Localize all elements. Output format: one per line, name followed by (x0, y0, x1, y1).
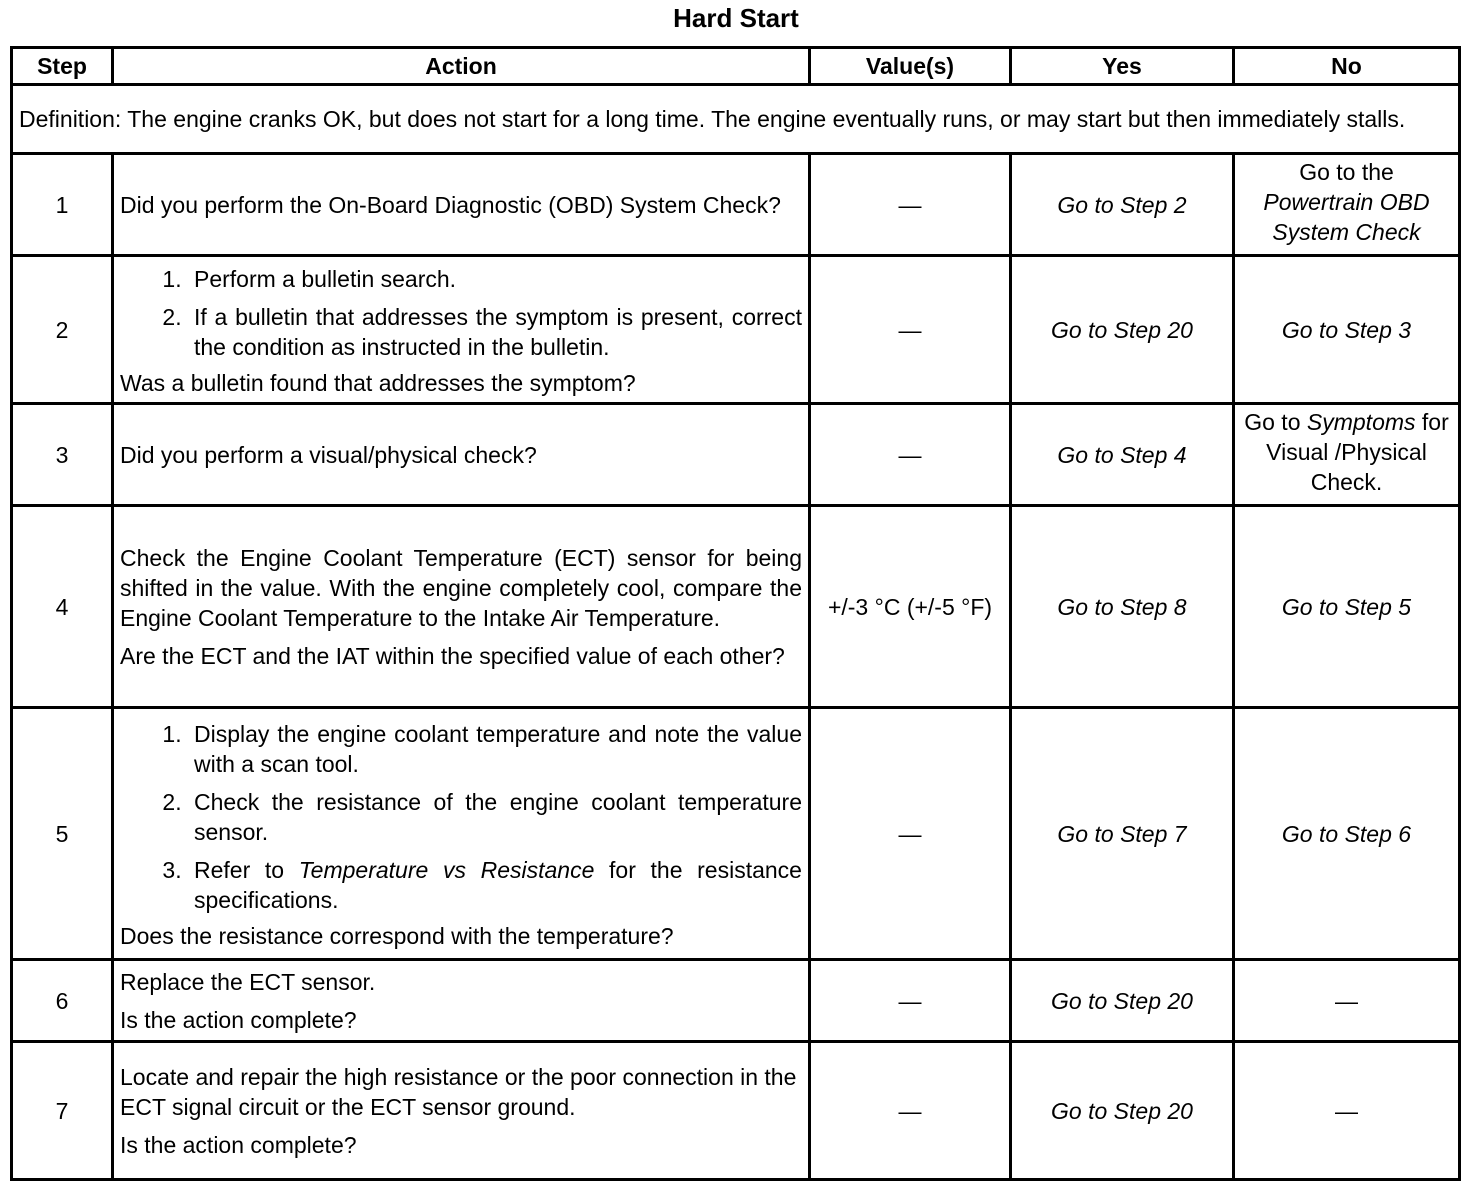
action-question: Is the action complete? (120, 1006, 357, 1033)
yes-link[interactable]: Go to Step 20 (1011, 1042, 1234, 1180)
value-cell: +/-3 °C (+/-5 °F) (810, 506, 1011, 708)
no-cell[interactable] (1234, 404, 1460, 506)
yes-link[interactable]: Go to Step 20 (1011, 960, 1234, 1042)
diagnostic-table (10, 46, 1461, 1181)
table-row (12, 404, 1460, 506)
action-cell (113, 1042, 810, 1180)
table-row (12, 154, 1460, 256)
value-cell: — (810, 404, 1011, 506)
action-question: Was a bulletin found that addresses the symptom? (120, 369, 636, 396)
no-cell: — (1234, 1042, 1460, 1180)
table-row (12, 256, 1460, 404)
step-number: 3 (12, 404, 113, 506)
no-text: for Visual /Physical Check. (1266, 409, 1449, 495)
no-cell[interactable] (1234, 154, 1460, 256)
no-cell: — (1234, 960, 1460, 1042)
action-cell (113, 960, 810, 1042)
table-row (12, 960, 1460, 1042)
value-cell: — (810, 154, 1011, 256)
action-step: 2. Check the resistance of the engine coolant temperature sensor. (188, 787, 802, 847)
header-values: Value(s) (810, 48, 1011, 85)
table-row (12, 708, 1460, 960)
no-link[interactable]: Go to Step 6 (1234, 708, 1460, 960)
definition-row (12, 85, 1460, 154)
action-step: 2. If a bulletin that addresses the symptom is present, correct the condition as instructed in the bulletin. (188, 302, 802, 362)
yes-link[interactable]: Go to Step 8 (1011, 506, 1234, 708)
yes-link[interactable]: Go to Step 7 (1011, 708, 1234, 960)
action-question: Does the resistance correspond with the temperature? (120, 922, 674, 949)
action-step: 1. Display the engine coolant temperature and note the value with a scan tool. (188, 719, 802, 779)
yes-link[interactable]: Go to Step 4 (1011, 404, 1234, 506)
reference-link[interactable]: Temperature vs Resistance (298, 856, 595, 883)
no-link[interactable]: Powertrain OBD System Check (1263, 189, 1430, 245)
action-steps (120, 264, 802, 362)
header-yes: Yes (1011, 48, 1234, 85)
action-cell (113, 154, 810, 256)
action-text: Check the Engine Coolant Temperature (ECT) sensor for being shifted in the value. With the engine completely cool, compare the Engine Coolant Temperature to the Intake Air Temperature. (120, 544, 802, 631)
step-text: Refer to (194, 856, 285, 883)
step-number: 1 (12, 154, 113, 256)
header-step: Step (12, 48, 113, 85)
no-link[interactable]: Go to Step 5 (1234, 506, 1460, 708)
step-number: 7 (12, 1042, 113, 1180)
action-step (188, 855, 802, 915)
value-cell: — (810, 708, 1011, 960)
no-text: Go to (1244, 409, 1301, 435)
page-title: Hard Start (673, 3, 799, 33)
step-number: 5 (12, 708, 113, 960)
table-row (12, 506, 1460, 708)
header-no: No (1234, 48, 1460, 85)
table-row (12, 1042, 1460, 1180)
action-step: 1. Perform a bulletin search. (188, 264, 802, 294)
action-question: Did you perform a visual/physical check? (120, 441, 537, 468)
action-text: Replace the ECT sensor. (120, 968, 376, 995)
action-cell (113, 404, 810, 506)
action-question: Are the ECT and the IAT within the specified value of each other? (120, 642, 785, 669)
header-row (12, 48, 1460, 85)
yes-link[interactable]: Go to Step 2 (1011, 154, 1234, 256)
value-cell: — (810, 1042, 1011, 1180)
step-number: 4 (12, 506, 113, 708)
value-cell: — (810, 960, 1011, 1042)
action-question: Did you perform the On-Board Diagnostic (OBD) System Check? (120, 191, 781, 218)
action-text: Locate and repair the high resistance or the poor connection in the ECT signal circuit or the ECT sensor ground. (120, 1063, 797, 1120)
action-cell (113, 506, 810, 708)
action-cell (113, 708, 810, 960)
no-link[interactable]: Symptoms (1306, 409, 1416, 435)
step-text: for the resistance specifications. (194, 856, 802, 913)
no-text: Go to the (1299, 159, 1394, 185)
value-cell: — (810, 256, 1011, 404)
yes-link[interactable]: Go to Step 20 (1011, 256, 1234, 404)
no-link[interactable]: Go to Step 3 (1234, 256, 1460, 404)
step-number: 6 (12, 960, 113, 1042)
step-number: 2 (12, 256, 113, 404)
action-cell (113, 256, 810, 404)
definition-text: Definition: The engine cranks OK, but does not start for a long time. The engine eventually runs, or may start but then immediately stalls. (12, 85, 1460, 154)
action-steps (120, 719, 802, 915)
header-action: Action (113, 48, 810, 85)
action-question: Is the action complete? (120, 1131, 357, 1158)
